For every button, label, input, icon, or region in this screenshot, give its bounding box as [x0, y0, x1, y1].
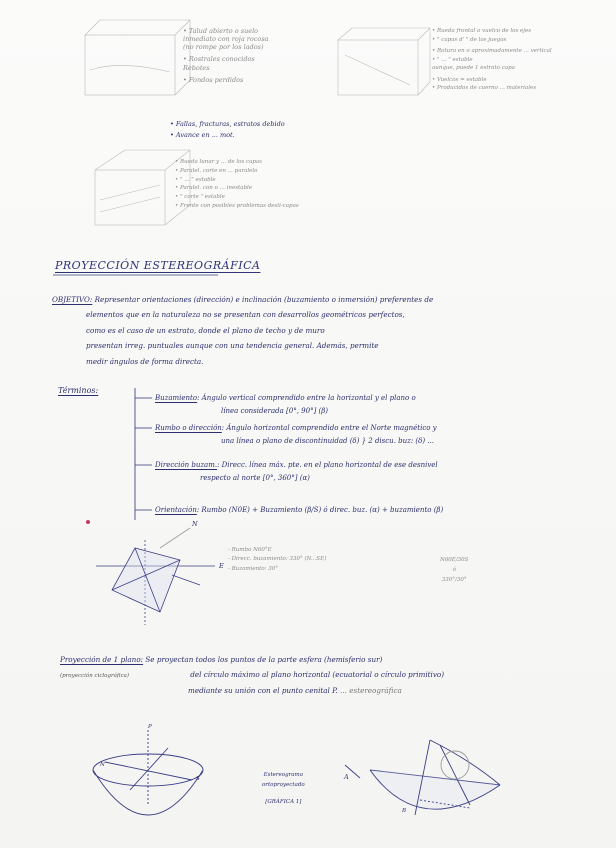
estereograma-label: Estereograma	[263, 772, 304, 778]
top-left-line: inmediato con roja rocosa	[183, 35, 269, 44]
proyeccion-line: del círculo máximo al plano horizontal (ecuatorial o círculo primitivo)	[190, 670, 445, 680]
term-def: : Direcc. línea máx. pte. en el plano horizontal de ese desnivel	[217, 461, 438, 469]
cube-sketch-top-left	[85, 20, 190, 95]
middle-list-line: • " corte " estable	[175, 194, 225, 201]
top-right-line: • Producidos de cuerno ... materiales	[432, 85, 537, 92]
diagram1-right-notes	[440, 556, 468, 586]
top-left-bullets	[170, 120, 285, 139]
objetivo-line: como es el caso de un estrato, donde el plano de techo y de muro	[86, 325, 325, 335]
top-right-line: aunque, puede 1 estrato capa	[432, 65, 515, 72]
term-def: respecto al norte [0°, 360°] (α)	[200, 474, 310, 483]
cube-sketch-top-right	[338, 28, 430, 95]
diagram1-right-note: N60E/30S	[440, 557, 469, 563]
diagram1-right-note: 330°/30°	[441, 576, 467, 583]
diagram1-note: - Rumbo N60°E	[228, 547, 272, 553]
top-left-line: • Fondos perdidos	[183, 75, 244, 84]
letter-a: A	[344, 773, 349, 781]
section-title: PROYECCIÓN ESTEREOGRÁFICA	[55, 259, 261, 272]
top-left-line: • Talud abierto o suelo	[183, 27, 259, 35]
term-def: línea considerada [0°, 90°] (β)	[221, 407, 329, 416]
proyeccion-label: Proyección de 1 plano:	[60, 655, 144, 664]
proyeccion-line: mediante su unión con el punto cenital P.	[188, 685, 338, 695]
top-right-line: • " capas d' " de los juegos	[432, 36, 507, 43]
top-right-text	[432, 27, 552, 93]
term-def: : Ángulo vertical comprendido entre la horizontal y el plano o	[197, 394, 416, 402]
axis-n-label: N	[192, 520, 198, 528]
term-def: : Rumbo (N0E) + Buzamiento (β/S) ó direc. buz. (α) + buzamiento (β)	[196, 506, 444, 514]
top-left-line: (no rompe por los lados)	[183, 43, 264, 52]
proyeccion-sublabel: (proyección ciclográfica)	[60, 673, 130, 680]
objetivo-line: elementos que en la naturaleza no se presentan con desarrollos geométricos perfectos,	[86, 310, 405, 320]
letter-n: N	[100, 762, 105, 768]
terminos-label: Términos:	[58, 386, 99, 395]
term-name: Dirección buzam.	[155, 461, 218, 469]
objetivo-line: medir ángulos de forma directa.	[86, 356, 204, 366]
middle-list-line: • Rueda lunar y ... de los capas	[175, 159, 262, 165]
term-rumbo	[155, 422, 437, 449]
proyeccion-line: Se proyectan todos los puntos de la parte esfera (hemisferio sur)	[145, 655, 383, 664]
term-buzamiento	[155, 392, 416, 419]
axis-e-label: E	[219, 562, 224, 570]
bottom-center-labels	[262, 770, 305, 807]
top-right-line: • Rotura en o aproximadamente ... vertical	[432, 48, 552, 55]
objetivo-line: Representar orientaciones (dirección) e inclinación (buzamiento o inmersión) preferentes de	[94, 295, 434, 304]
objetivo-label: OBJETIVO:	[52, 295, 93, 304]
top-right-line: • Rueda frontal o vuelco de los ejes	[432, 28, 532, 34]
objetivo-line: presentan irreg. puntuales aunque con una tendencia general. Además, permite	[86, 341, 379, 351]
middle-list-line: • " ... " estable	[175, 176, 216, 183]
middle-list-line: • Paralel. con o ... inestable	[175, 185, 253, 192]
top-left-line: Rebotes	[183, 63, 210, 72]
term-name: Buzamiento	[155, 394, 198, 402]
proyeccion-block	[60, 652, 444, 698]
top-left-bullet: • Fallas, fracturas, estratos debido	[170, 120, 285, 128]
term-direccion	[155, 459, 438, 486]
letter-b: B	[402, 808, 407, 814]
ortoproyectado-label: ortoproyectado	[262, 782, 305, 789]
diagram1-note: - Direcc. buzamiento: 330° (N...SE)	[228, 556, 327, 563]
red-dot-marker	[86, 520, 90, 524]
proyeccion-tail: ... estereográfica	[340, 685, 402, 695]
terms-bracket	[135, 388, 152, 520]
grafica-label: [GRÁFICA 1]	[265, 798, 302, 805]
top-left-box-text	[183, 27, 269, 84]
letter-p: P	[148, 724, 152, 730]
term-orientacion	[155, 504, 443, 517]
top-left-line: • Rostrales conocidos	[183, 55, 255, 64]
diagram1-notes	[228, 546, 326, 574]
term-name: Orientación	[155, 506, 197, 514]
middle-list	[175, 158, 299, 211]
top-right-line: • " ... " estable	[432, 56, 473, 63]
term-def: : Ángulo horizontal comprendido entre el Norte magnético y	[221, 424, 437, 432]
objetivo-block	[52, 292, 433, 369]
top-right-line: • Vuelcos = estable	[432, 76, 487, 83]
middle-list-line: • Frente con posibles problemas desli-capas	[175, 202, 299, 209]
diagram1-note: - Buzamiento: 30°	[228, 565, 279, 572]
middle-list-line: • Paralel. corte en ... paralelo	[175, 167, 258, 174]
term-name: Rumbo o dirección	[155, 424, 222, 432]
dip-diagram	[96, 528, 215, 625]
stereo-projection-diagram	[345, 740, 500, 815]
term-def: una línea o plano de discontinuidad (δ) } 2 discu. buz: (δ) ...	[221, 437, 434, 446]
top-left-bullet: • Avance en ... mot.	[170, 131, 235, 140]
hemisphere-diagram	[93, 730, 203, 815]
diagram1-right-note: ó	[452, 566, 456, 573]
letter-s: S	[196, 776, 200, 782]
